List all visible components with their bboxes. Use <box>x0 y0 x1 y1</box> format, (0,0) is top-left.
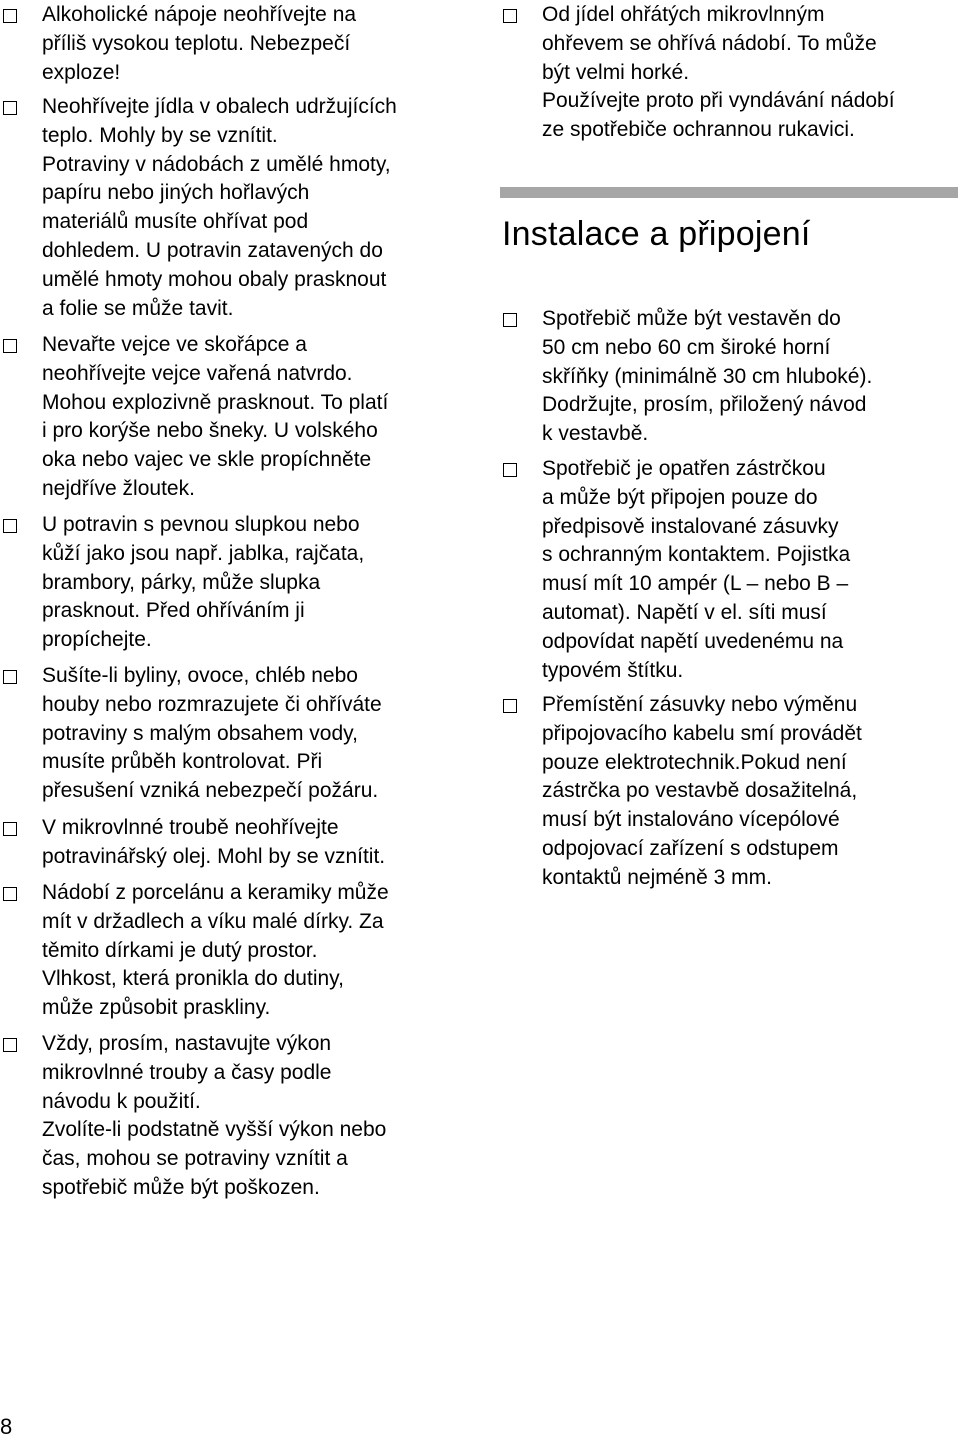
list-item-text: Spotřebič může být vestavěn do 50 cm nebo 60 cm široké horní skříňky (minimálně 30 cm hluboké). Dodržujte, prosím, přiložený návod k vestavbě. <box>542 307 873 446</box>
checkbox-bullet-icon <box>3 670 17 684</box>
list-item <box>0 1030 386 1203</box>
list-item-text: Přemístění zásuvky nebo výměnu připojovacího kabelu smí provádět pouze elektrotechnik.Pokud není zástrčka po vestavbě dosažitelná, musí být instalováno vícepólové odpojovací zařízení s odstupem kontaktů nejméně 3 mm. <box>542 693 862 889</box>
checkbox-bullet-icon <box>3 101 17 115</box>
list-item <box>500 455 960 685</box>
checkbox-bullet-icon <box>503 699 517 713</box>
checkbox-bullet-icon <box>3 887 17 901</box>
list-item-text: Neohřívejte jídla v obalech udržujících teplo. Mohly by se vznítit. Potraviny v nádobách z umělé hmoty, papíru nebo jiných hořlavých materiálů musíte ohřívat pod dohledem. U potravin zatavených do umělé hmoty mohou obaly prasknout a folie se může tavit. <box>42 95 397 320</box>
checkbox-bullet-icon <box>3 1038 17 1052</box>
list-item <box>500 305 960 449</box>
checkbox-bullet-icon <box>3 519 17 533</box>
list-item <box>500 691 960 893</box>
checkbox-bullet-icon <box>503 9 517 23</box>
section-title: Instalace a připojení <box>502 215 811 253</box>
list-item <box>0 1 356 87</box>
checkbox-bullet-icon <box>503 313 517 327</box>
list-item-text: Vždy, prosím, nastavujte výkon mikrovlnné trouby a časy podle návodu k použití. Zvolíte-li podstatně vyšší výkon nebo čas, mohou se potraviny vznítit a spotřebič může být poškozen. <box>42 1032 387 1199</box>
list-item-text: Sušíte-li byliny, ovoce, chléb nebo houby nebo rozmrazujete či ohříváte potraviny s malým obsahem vody, musíte průběh kontrolovat. Při přesušení vzniká nebezpečí požáru. <box>42 664 382 803</box>
list-item <box>0 511 364 655</box>
checkbox-bullet-icon <box>3 822 17 836</box>
list-item-text: Nádobí z porcelánu a keramiky může mít v držadlech a víku malé dírky. Za těmito dírkami je dutý prostor. Vlhkost, která pronikla do dutiny, může způsobit praskliny. <box>42 881 389 1020</box>
checkbox-bullet-icon <box>3 9 17 23</box>
list-item-text: Nevařte vejce ve skořápce a neohřívejte vejce vařená natvrdo. Mohou explozivně prasknout. To platí i pro korýše nebo šneky. U volského oka nebo vajec ve skle propíchněte nejdříve žloutek. <box>42 333 389 500</box>
list-item-text: Spotřebič je opatřen zástrčkou a může být připojen pouze do předpisově instalované zásuvky s ochranným kontaktem. Pojistka musí mít 10 ampér (L – nebo B – automat). Napětí v el. síti musí odpovídat napětí uvedenému na typovém štítku. <box>542 457 851 682</box>
checkbox-bullet-icon <box>503 463 517 477</box>
list-item-text: Od jídel ohřátých mikrovlnným ohřevem se ohřívá nádobí. To může být velmi horké. Používejte proto při vyndávání nádobí ze spotřebiče ochrannou rukavici. <box>542 3 895 142</box>
list-item <box>0 93 397 323</box>
list-item <box>0 814 385 872</box>
list-item <box>500 1 960 145</box>
checkbox-bullet-icon <box>3 339 17 353</box>
list-item-text: V mikrovlnné troubě neohřívejte potravinářský olej. Mohl by se vznítit. <box>42 816 386 868</box>
section-divider <box>500 187 958 198</box>
list-item <box>0 879 389 1023</box>
page-number: 8 <box>0 1414 13 1439</box>
list-item-text: U potravin s pevnou slupkou nebo kůží jako jsou např. jablka, rajčata, brambory, párky, může slupka prasknout. Před ohříváním ji propíchejte. <box>42 513 365 652</box>
list-item <box>0 662 382 806</box>
list-item <box>0 331 388 504</box>
list-item-text: Alkoholické nápoje neohřívejte na příliš vysokou teplotu. Nebezpečí exploze! <box>42 3 357 84</box>
